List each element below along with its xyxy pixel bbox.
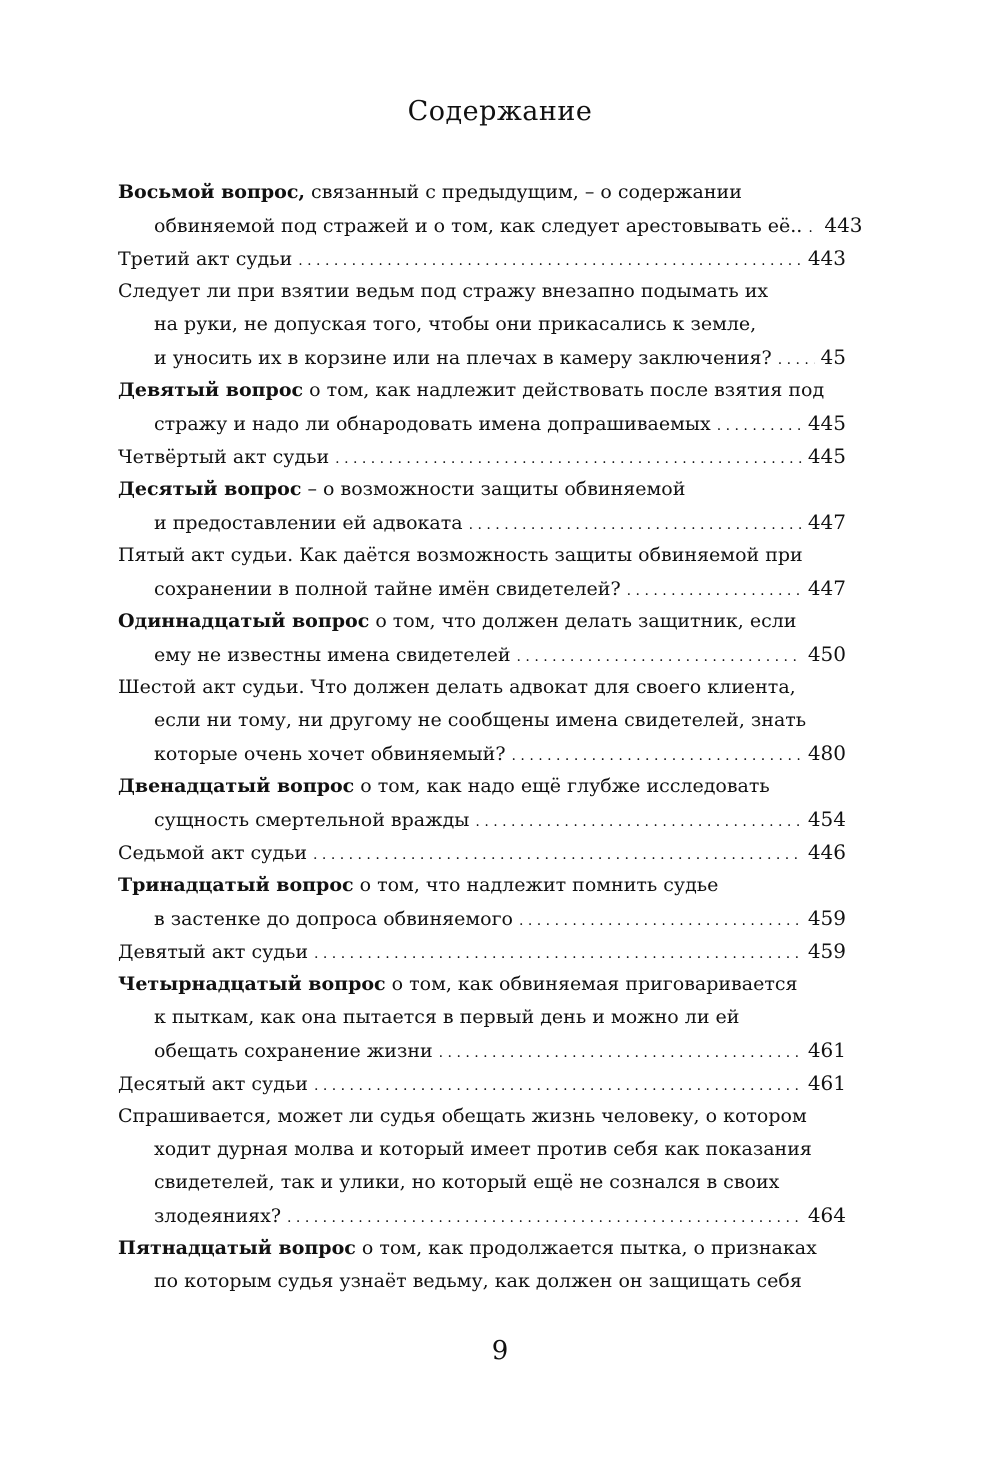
- toc-line: [118, 770, 846, 803]
- toc-entry: [118, 671, 846, 770]
- toc-question-heading: Четырнадцатый вопрос: [118, 973, 386, 995]
- toc-question-heading: Двенадцатый вопрос: [118, 775, 355, 797]
- toc-entry: [118, 1232, 846, 1298]
- toc-line: [118, 539, 846, 572]
- toc-line-body: Девятый акт судьи: [118, 941, 308, 963]
- toc-line: [118, 605, 846, 638]
- toc-line: [118, 1166, 846, 1199]
- toc-line: [118, 1067, 846, 1100]
- toc-line: [118, 242, 846, 275]
- toc-line-body: сохранении в полной тайне имён свидетелей?: [154, 578, 621, 600]
- toc-line-body: обвиняемой под стражей и о том, как следует арестовывать её..: [154, 215, 803, 237]
- toc-line: [118, 506, 846, 539]
- toc-line: [118, 1001, 846, 1034]
- toc-line-text: [118, 671, 796, 704]
- toc-line-body: Спрашивается, может ли судья обещать жизнь человеку, о котором: [118, 1105, 807, 1127]
- dot-leader: [475, 806, 801, 839]
- toc-line-body: Шестой акт судьи. Что должен делать адвокат для своего клиента,: [118, 676, 796, 698]
- toc-line-body: сущность смертельной вражды: [154, 809, 470, 831]
- toc-line-text: [118, 275, 768, 308]
- toc-entry: [118, 1100, 846, 1232]
- dot-leader: [287, 1202, 802, 1235]
- toc-line: [118, 374, 846, 407]
- toc-line-body: злодеяниях?: [154, 1205, 282, 1227]
- toc-line-body: на руки, не допуская того, чтобы они прикасались к земле,: [154, 313, 757, 335]
- toc-line-body: – о возможности защиты обвиняемой: [301, 478, 686, 500]
- toc-line: [118, 968, 846, 1001]
- toc-page-number: 445: [807, 411, 846, 435]
- dot-leader: [512, 740, 802, 773]
- toc-question-heading: Десятый вопрос: [118, 478, 302, 500]
- toc-line-text: [118, 1232, 817, 1265]
- dot-leader: [314, 938, 802, 971]
- toc-entry: [118, 374, 846, 440]
- dot-leader: [808, 212, 818, 245]
- toc-line-text: [118, 936, 308, 969]
- toc-page-number: 459: [807, 939, 846, 963]
- dot-leader: [314, 1070, 802, 1103]
- toc-line: [118, 1100, 846, 1133]
- dot-leader: [717, 410, 802, 443]
- toc-page-number: 480: [807, 741, 846, 765]
- toc-line-text: [154, 639, 511, 672]
- page-title: Содержание: [407, 96, 593, 127]
- toc-page-number: 459: [807, 906, 846, 930]
- toc-line-text: [154, 704, 806, 737]
- toc-entry: [118, 176, 863, 242]
- toc-line: [118, 902, 846, 935]
- toc-line-body: в застенке до допроса обвиняемого: [154, 908, 513, 930]
- toc-line: [118, 341, 846, 374]
- toc-line-text: [154, 210, 802, 243]
- toc-line: [118, 473, 846, 506]
- dot-leader: [298, 245, 802, 278]
- toc-entry: [118, 473, 846, 539]
- toc-entry: [118, 539, 846, 605]
- toc-line-body: Пятый акт судьи. Как даётся возможность защиты обвиняемой при: [118, 544, 803, 566]
- toc-line: [118, 176, 846, 209]
- dot-leader: [335, 443, 802, 476]
- toc-line-body: о том, как обвиняемая приговаривается: [385, 973, 798, 995]
- toc-line-body: стражу и надо ли обнародовать имена допрашиваемых: [154, 413, 711, 435]
- toc-page-number: 45: [820, 345, 846, 369]
- toc-line-text: [118, 1100, 807, 1133]
- toc-line-body: связанный с предыдущим, – о содержании: [305, 181, 742, 203]
- toc-line-body: и предоставлении ей адвоката: [154, 512, 463, 534]
- toc-line: [118, 1232, 846, 1265]
- toc-line-text: [154, 1133, 812, 1166]
- toc-line: [118, 275, 846, 308]
- toc-line-text: [154, 738, 506, 771]
- toc-line-body: ходит дурная молва и который имеет против себя как показания: [154, 1138, 812, 1160]
- toc-line-text: [154, 1166, 779, 1199]
- toc-line: [118, 704, 846, 737]
- toc-line-body: ему не известны имена свидетелей: [154, 644, 511, 666]
- toc-line-text: [118, 837, 307, 870]
- toc-line-body: Третий акт судьи: [118, 248, 293, 270]
- toc-entry: [118, 605, 846, 671]
- toc-page-number: 461: [807, 1038, 846, 1062]
- toc-line-body: о том, что должен делать защитник, если: [369, 610, 797, 632]
- toc-entry: [118, 440, 846, 473]
- toc-line-body: Четвёртый акт судьи: [118, 446, 330, 468]
- toc-line-text: [154, 903, 513, 936]
- toc-line-body: если ни тому, ни другому не сообщены имена свидетелей, знать: [154, 709, 807, 731]
- dot-leader: [313, 839, 802, 872]
- toc-line-text: [118, 968, 797, 1001]
- toc-line-text: [118, 605, 796, 638]
- toc-entry: [118, 935, 846, 968]
- toc-line-text: [154, 1035, 433, 1068]
- toc-line-text: [154, 408, 711, 441]
- toc-line-body: о том, что надлежит помнить судье: [353, 874, 719, 896]
- dot-leader: [469, 509, 802, 542]
- toc-line-text: [154, 804, 469, 837]
- toc-line-text: [118, 243, 292, 276]
- toc-line-text: [154, 308, 756, 341]
- toc-line: [118, 209, 863, 242]
- toc-line-body: Следует ли при взятии ведьм под стражу внезапно подымать их: [118, 280, 769, 302]
- toc-line-body: Седьмой акт судьи: [118, 842, 308, 864]
- toc-line-text: [118, 869, 718, 902]
- toc-line: [118, 671, 846, 704]
- toc-line: [118, 836, 846, 869]
- toc-entry: [118, 869, 846, 935]
- toc-line: [118, 1199, 846, 1232]
- toc-line: [118, 803, 846, 836]
- dot-leader: [778, 344, 815, 377]
- toc-line-text: [154, 1265, 802, 1298]
- toc-question-heading: Пятнадцатый вопрос: [118, 1237, 356, 1259]
- page-number: 9: [491, 1336, 509, 1366]
- toc-line-text: [118, 176, 742, 209]
- toc-question-heading: Восьмой вопрос,: [118, 181, 306, 203]
- toc-page-number: 464: [807, 1203, 846, 1227]
- toc-line: [118, 308, 846, 341]
- dot-leader: [627, 575, 802, 608]
- toc-line: [118, 1034, 846, 1067]
- toc-page-number: 454: [807, 807, 846, 831]
- toc-line-text: [118, 374, 824, 407]
- toc-entry: [118, 275, 846, 374]
- toc-page-number: 443: [824, 213, 863, 237]
- toc-line-body: свидетелей, так и улики, но который ещё не сознался в своих: [154, 1171, 780, 1193]
- toc-line-text: [118, 770, 770, 803]
- toc-line: [118, 407, 846, 440]
- toc-line: [118, 440, 846, 473]
- toc-line-text: [154, 573, 621, 606]
- toc-question-heading: Тринадцатый вопрос: [118, 874, 354, 896]
- toc-line: [118, 737, 846, 770]
- toc-line-text: [118, 539, 803, 572]
- dot-leader: [517, 641, 802, 674]
- toc-question-heading: Одиннадцатый вопрос: [118, 610, 370, 632]
- toc-page-number: 447: [807, 510, 846, 534]
- toc-entry: [118, 770, 846, 836]
- dot-leader: [519, 905, 802, 938]
- toc-line: [118, 1133, 846, 1166]
- toc-line-body: по которым судья узнаёт ведьму, как должен он защищать себя: [154, 1270, 802, 1292]
- toc-line-body: о том, как продолжается пытка, о признаках: [355, 1237, 817, 1259]
- table-of-contents: [118, 176, 863, 1298]
- toc-line: [118, 1265, 846, 1298]
- toc-line-text: [154, 1001, 739, 1034]
- toc-line-body: Десятый акт судьи: [118, 1073, 308, 1095]
- toc-page-number: 445: [807, 444, 846, 468]
- toc-page-number: 443: [807, 246, 846, 270]
- toc-entry: [118, 1067, 846, 1100]
- toc-line: [118, 935, 846, 968]
- toc-line-text: [118, 441, 329, 474]
- toc-line-body: о том, как надлежит действовать после взятия под: [303, 379, 825, 401]
- toc-line-text: [154, 1200, 281, 1233]
- toc-line-body: обещать сохранение жизни: [154, 1040, 433, 1062]
- toc-line: [118, 638, 846, 671]
- toc-entry: [118, 836, 846, 869]
- toc-line-body: которые очень хочет обвиняемый?: [154, 743, 506, 765]
- toc-line-body: к пыткам, как она пытается в первый день и можно ли ей: [154, 1006, 740, 1028]
- toc-line: [118, 869, 846, 902]
- toc-line-text: [154, 342, 772, 375]
- dot-leader: [439, 1037, 802, 1070]
- toc-line-body: о том, как надо ещё глубже исследовать: [354, 775, 770, 797]
- toc-line-text: [154, 507, 463, 540]
- toc-entry: [118, 968, 846, 1067]
- toc-line-text: [118, 1068, 308, 1101]
- toc-page-number: 461: [807, 1071, 846, 1095]
- toc-question-heading: Девятый вопрос: [118, 379, 304, 401]
- toc-page-number: 447: [807, 576, 846, 600]
- toc-page-number: 450: [807, 642, 846, 666]
- toc-line-text: [118, 473, 685, 506]
- toc-line: [118, 572, 846, 605]
- toc-page-number: 446: [807, 840, 846, 864]
- toc-entry: [118, 242, 846, 275]
- toc-line-body: и уносить их в корзине или на плечах в камеру заключения?: [154, 347, 772, 369]
